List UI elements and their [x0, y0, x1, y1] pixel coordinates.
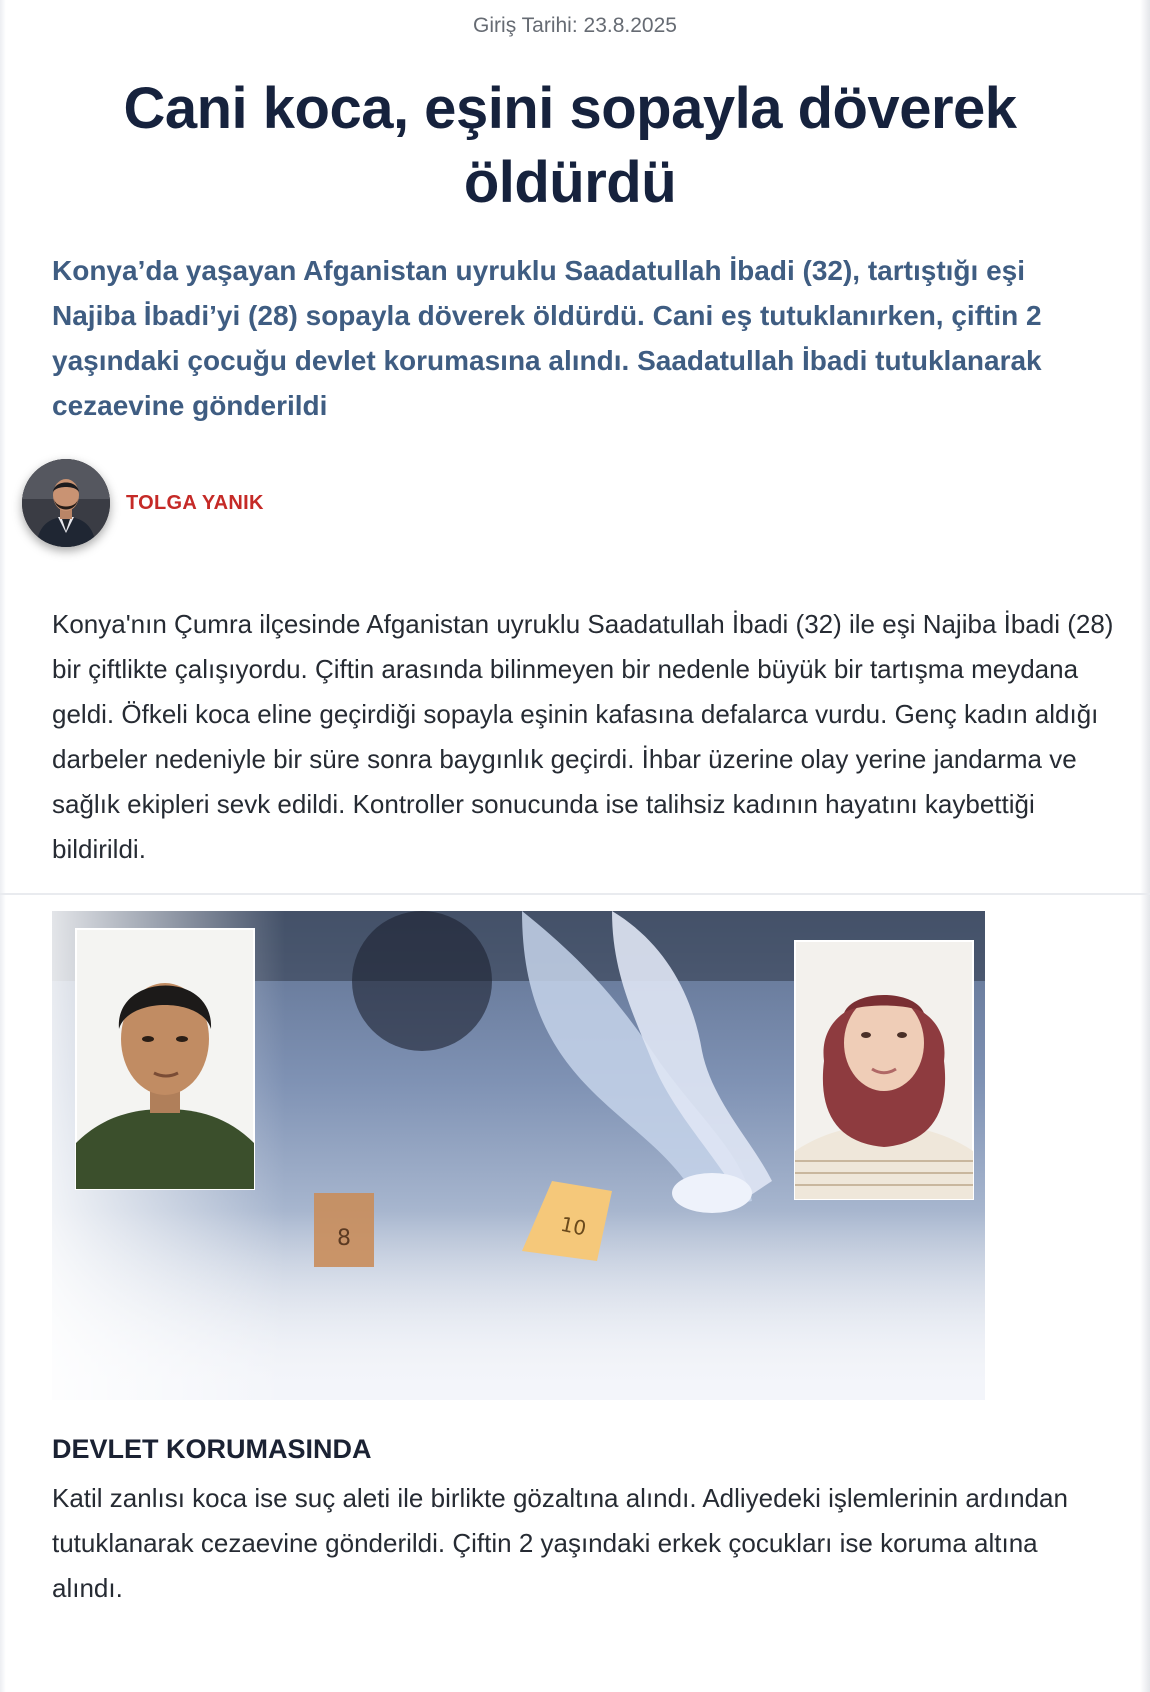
crime-scene-illustration	[52, 911, 985, 1400]
man-portrait	[76, 929, 254, 1189]
evidence-marker-8: 8	[337, 1226, 351, 1251]
article-body: Konya'nın Çumra ilçesinde Afganistan uyruklu Saadatullah İbadi (32) ile eşi Najiba İbadi (28) bir çiftlikte çalışıyordu. Çiftin arasında bilinmeyen bir nedenle büyük bir tartışma meydana geldi. Öfkeli koca eline geçirdiği sopayla eşinin kafasına defalarca vurdu. Genç kadın aldığı darbeler nedeniyle bir süre sonra baygınlık geçirdi. İhbar üzerine olay yerine jandarma ve sağlık ekipleri sevk edildi. Kontroller sonucunda ise talihsiz kadının hayatını kaybettiği bildirildi.	[52, 609, 1114, 864]
right-edge-shadow	[1140, 0, 1150, 1692]
evidence-marker-10: 10	[558, 1211, 589, 1241]
woman-portrait	[795, 941, 973, 1199]
author-avatar-illustration	[22, 459, 110, 547]
left-edge-shadow	[0, 0, 6, 1692]
article-photo	[52, 911, 985, 1400]
article-title: Cani koca, eşini sopayla döverek öldürdü	[123, 76, 1017, 215]
author-avatar[interactable]	[22, 459, 110, 547]
closing-paragraph: Katil zanlısı koca ise suç aleti ile birlikte gözaltına alındı. Adliyedeki işlemlerinin ardından tutuklanarak cezaevine gönderildi. Çiftin 2 yaşındaki erkek çocukları ise koruma altına alındı.	[52, 1483, 1068, 1603]
article-lead: Konya’da yaşayan Afganistan uyruklu Saadatullah İbadi (32), tartıştığı eşi Najiba İbadi’yi (28) sopayla döverek öldürdü. Cani eş tutuklanırken, çiftin 2 yaşındaki çocuğu devlet korumasına alındı. Saadatullah İbadi tutuklanarak cezaevine gönderildi	[52, 255, 1042, 421]
section-subhead: DEVLET KORUMASINDA	[52, 1434, 372, 1464]
author-block[interactable]	[22, 458, 264, 548]
section-divider	[0, 893, 1150, 895]
publish-date: Giriş Tarihi: 23.8.2025	[473, 14, 677, 37]
author-name[interactable]: TOLGA YANIK	[126, 491, 264, 514]
